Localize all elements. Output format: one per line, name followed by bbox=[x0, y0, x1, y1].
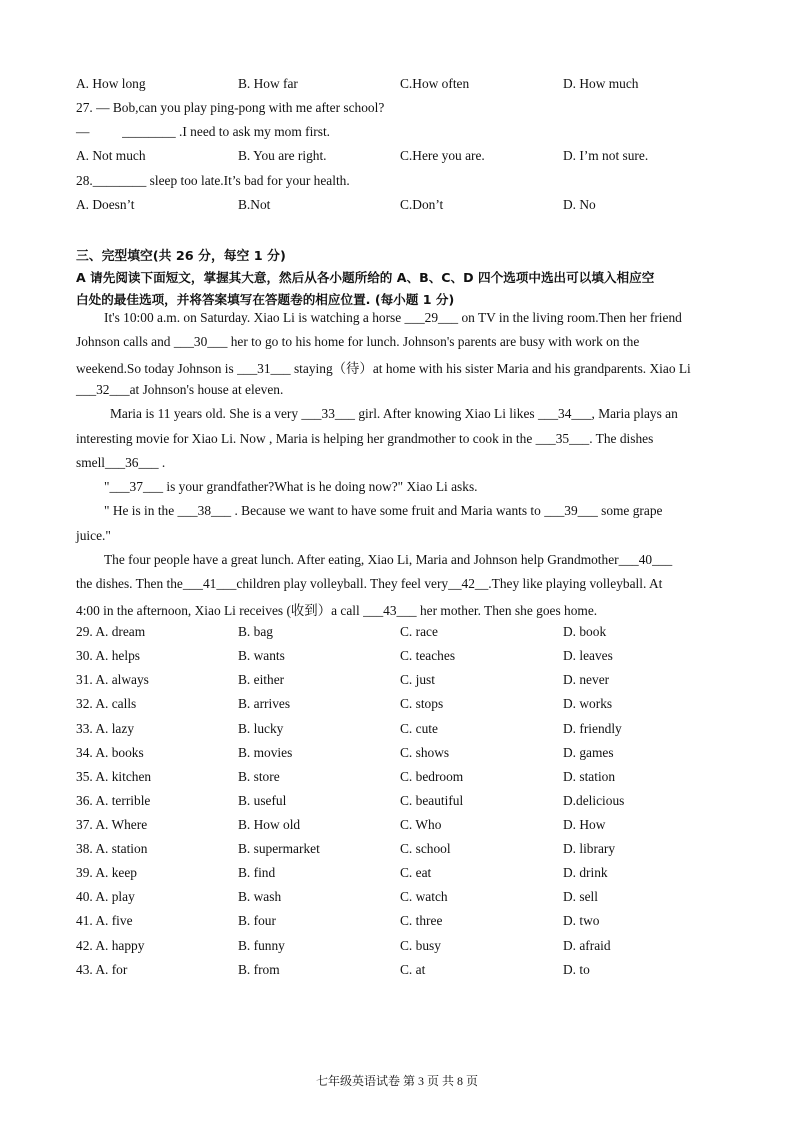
option-b: B. from bbox=[238, 962, 280, 977]
passage-p4-line2: juice." bbox=[76, 528, 111, 543]
passage-text: interesting movie for Xiao Li. Now , Maria is helping her grandmother to cook in the bbox=[76, 431, 536, 446]
question-row bbox=[76, 865, 736, 885]
passage-text: . bbox=[158, 455, 166, 470]
option-b: B. How old bbox=[238, 817, 301, 832]
q28-stem-rest: sleep too late.It’s bad for your health. bbox=[146, 173, 350, 188]
passage-p1-line3 bbox=[76, 358, 718, 377]
section-instruction-2: 白处的最佳选项，并将答案填写在答题卷的相应位置. (每小题 1 分) bbox=[76, 292, 455, 307]
passage-text: weekend.So today Johnson is bbox=[76, 361, 238, 376]
page-footer: 七年级英语试卷 第 3 页 共 8 页 bbox=[315, 1074, 478, 1088]
passage-text: The four people have a great lunch. After eating, Xiao Li, Maria and Johnson help Grandmother bbox=[104, 552, 619, 567]
option-a: 42. A. happy bbox=[76, 938, 145, 953]
q28-option-c: C.Don’t bbox=[400, 197, 444, 212]
q26-option-d: D. How much bbox=[563, 76, 639, 91]
q26-option-a: A. How long bbox=[76, 76, 146, 91]
option-a: 32. A. calls bbox=[76, 696, 137, 711]
passage-p1-line4 bbox=[76, 382, 718, 398]
q28-blank: ________ bbox=[92, 173, 147, 188]
question-row bbox=[76, 841, 736, 861]
option-a: 38. A. station bbox=[76, 841, 148, 856]
passage-text: her to go to his home for lunch. Johnson's parents are busy with work on the bbox=[227, 334, 640, 349]
option-b: B. either bbox=[238, 672, 285, 687]
q26-options bbox=[76, 76, 736, 96]
passage-text: . Because we want to have some fruit and Maria wants to bbox=[231, 503, 545, 518]
option-a: 29. A. dream bbox=[76, 624, 146, 639]
option-a: 36. A. terrible bbox=[76, 793, 151, 808]
passage-text: " He is in the bbox=[104, 503, 178, 518]
option-d: D. leaves bbox=[563, 648, 613, 663]
question-row bbox=[76, 648, 736, 668]
blank-35: ___35___ bbox=[535, 431, 590, 446]
question-row bbox=[76, 696, 736, 716]
blank-33: ___33___ bbox=[301, 406, 355, 421]
question-row bbox=[76, 769, 736, 789]
option-d: D. games bbox=[563, 745, 614, 760]
option-a: 34. A. books bbox=[76, 745, 144, 760]
passage-text: . The dishes bbox=[589, 431, 654, 446]
option-b: B. movies bbox=[238, 745, 293, 760]
section-title: 三、完型填空(共 26 分，每空 1 分) bbox=[76, 249, 286, 264]
option-d: D. drink bbox=[563, 865, 608, 880]
option-d: D. afraid bbox=[563, 938, 611, 953]
passage-text: smell bbox=[76, 455, 106, 470]
passage-text: the dishes. Then the bbox=[76, 576, 183, 591]
passage-text: some grape bbox=[597, 503, 663, 518]
passage-text: children play volleyball. They feel very bbox=[236, 576, 449, 591]
option-a: 41. A. five bbox=[76, 913, 133, 928]
option-a: 43. A. for bbox=[76, 962, 128, 977]
blank-37: ___37___ bbox=[109, 479, 164, 494]
blank-30: ___30___ bbox=[173, 334, 228, 349]
option-a: 40. A. play bbox=[76, 889, 135, 904]
passage-p1-line2 bbox=[76, 334, 718, 350]
option-c: C. Who bbox=[400, 817, 442, 832]
question-row bbox=[76, 745, 736, 765]
q27-option-a: A. Not much bbox=[76, 148, 146, 163]
q27-option-d: D. I’m not sure. bbox=[563, 148, 649, 163]
passage-text: her mother. Then she goes home. bbox=[416, 603, 598, 618]
option-b: B. funny bbox=[238, 938, 285, 953]
question-row bbox=[76, 913, 736, 933]
option-c: C. eat bbox=[400, 865, 432, 880]
section-instruction-1: A 请先阅读下面短文，掌握其大意，然后从各小题所给的 A、B、C、D 四个选项中选出可以填入相应空 bbox=[76, 270, 655, 285]
passage-text: staying（待）at home with his sister Maria and his grandparents. Xiao Li bbox=[290, 361, 691, 376]
blank-40: ___40___ bbox=[618, 552, 673, 567]
option-b: B. wants bbox=[238, 648, 285, 663]
question-row bbox=[76, 889, 736, 909]
option-d: D. How bbox=[563, 817, 606, 832]
passage-text: is your grandfather?What is he doing now?" Xiao Li asks. bbox=[163, 479, 478, 494]
q28-stem bbox=[76, 173, 718, 189]
q28-option-b: B.Not bbox=[238, 197, 271, 212]
blank-34: ___34___ bbox=[537, 406, 592, 421]
option-a: 33. A. lazy bbox=[76, 721, 135, 736]
option-b: B. wash bbox=[238, 889, 282, 904]
option-a: 35. A. kitchen bbox=[76, 769, 152, 784]
passage-text: girl. After knowing Xiao Li likes bbox=[354, 406, 538, 421]
option-d: D. works bbox=[563, 696, 613, 711]
option-a: 39. A. keep bbox=[76, 865, 137, 880]
option-c: C. bedroom bbox=[400, 769, 464, 784]
q27-dash: — bbox=[76, 124, 90, 139]
blank-42: __42__ bbox=[448, 576, 489, 591]
option-d: D. friendly bbox=[563, 721, 622, 736]
question-row bbox=[76, 624, 736, 644]
passage-text: 4:00 in the afternoon, Xiao Li receives (收到）a call bbox=[76, 603, 364, 618]
question-row bbox=[76, 962, 736, 982]
option-c: C. stops bbox=[400, 696, 444, 711]
q28-options bbox=[76, 197, 736, 217]
q26-option-c: C.How often bbox=[400, 76, 470, 91]
option-b: B. four bbox=[238, 913, 276, 928]
blank-38: ___38___ bbox=[177, 503, 232, 518]
q27-option-c: C.Here you are. bbox=[400, 148, 485, 163]
blank-41: ___41___ bbox=[182, 576, 237, 591]
option-d: D. library bbox=[563, 841, 616, 856]
q26-option-b: B. How far bbox=[238, 76, 298, 91]
question-row bbox=[76, 672, 736, 692]
passage-text: on TV in the living room.Then her friend bbox=[458, 310, 682, 325]
question-row bbox=[76, 793, 736, 813]
blank-29: ___29___ bbox=[404, 310, 459, 325]
option-d: D. book bbox=[563, 624, 607, 639]
blank-31: ___31___ bbox=[237, 361, 291, 376]
q27-stem: 27. — Bob,can you play ping-pong with me after school? bbox=[76, 100, 385, 115]
q28-option-d: D. No bbox=[563, 197, 596, 212]
q27-answer-rest: .I need to ask my mom first. bbox=[179, 124, 331, 139]
option-a: 30. A. helps bbox=[76, 648, 140, 663]
option-b: B. store bbox=[238, 769, 280, 784]
option-d: D. two bbox=[563, 913, 600, 928]
passage-p4-line1 bbox=[104, 503, 718, 519]
option-b: B. useful bbox=[238, 793, 287, 808]
passage-text: , Maria plays an bbox=[591, 406, 678, 421]
passage-p5-line1 bbox=[104, 552, 718, 568]
passage-p3 bbox=[104, 479, 718, 495]
option-d: D. never bbox=[563, 672, 610, 687]
q27-options bbox=[76, 148, 736, 168]
q27-blank: ________ bbox=[122, 124, 176, 139]
option-c: C. cute bbox=[400, 721, 438, 736]
passage-text: " bbox=[104, 479, 110, 494]
option-b: B. arrives bbox=[238, 696, 291, 711]
passage-text: Maria is 11 years old. She is a very bbox=[110, 406, 302, 421]
option-c: C. just bbox=[400, 672, 435, 687]
passage-p5-line3 bbox=[76, 600, 718, 619]
passage-p1-line1 bbox=[104, 310, 718, 326]
option-d: D. to bbox=[563, 962, 590, 977]
passage-p2-line2 bbox=[76, 431, 718, 447]
q27-option-b: B. You are right. bbox=[238, 148, 327, 163]
question-row bbox=[76, 938, 736, 958]
option-d: D.delicious bbox=[563, 793, 625, 808]
option-c: C. watch bbox=[400, 889, 448, 904]
option-b: B. find bbox=[238, 865, 276, 880]
passage-p2-line1 bbox=[110, 406, 718, 422]
question-row bbox=[76, 721, 736, 741]
blank-43: ___43___ bbox=[363, 603, 417, 618]
option-b: B. lucky bbox=[238, 721, 284, 736]
q28-number: 28. bbox=[76, 173, 93, 188]
option-c: C. three bbox=[400, 913, 443, 928]
blank-36: ___36___ bbox=[105, 455, 159, 470]
q28-option-a: A. Doesn’t bbox=[76, 197, 135, 212]
option-c: C. race bbox=[400, 624, 438, 639]
passage-text: Johnson calls and bbox=[76, 334, 174, 349]
passage-p2-line3 bbox=[76, 455, 718, 471]
option-c: C. shows bbox=[400, 745, 450, 760]
q27-answer-line bbox=[76, 124, 718, 140]
option-a: 31. A. always bbox=[76, 672, 149, 687]
option-c: C. teaches bbox=[400, 648, 456, 663]
question-row bbox=[76, 817, 736, 837]
option-d: D. sell bbox=[563, 889, 598, 904]
option-c: C. at bbox=[400, 962, 426, 977]
option-c: C. beautiful bbox=[400, 793, 464, 808]
option-b: B. supermarket bbox=[238, 841, 320, 856]
option-a: 37. A. Where bbox=[76, 817, 148, 832]
blank-39: ___39___ bbox=[544, 503, 598, 518]
option-d: D. station bbox=[563, 769, 616, 784]
option-c: C. busy bbox=[400, 938, 441, 953]
passage-text: .They like playing volleyball. At bbox=[488, 576, 663, 591]
passage-text: at Johnson's house at eleven. bbox=[129, 382, 284, 397]
option-c: C. school bbox=[400, 841, 451, 856]
blank-32: ___32___ bbox=[76, 382, 130, 397]
passage-p5-line2 bbox=[76, 576, 718, 592]
passage-text: It's 10:00 a.m. on Saturday. Xiao Li is watching a horse bbox=[104, 310, 405, 325]
option-b: B. bag bbox=[238, 624, 273, 639]
